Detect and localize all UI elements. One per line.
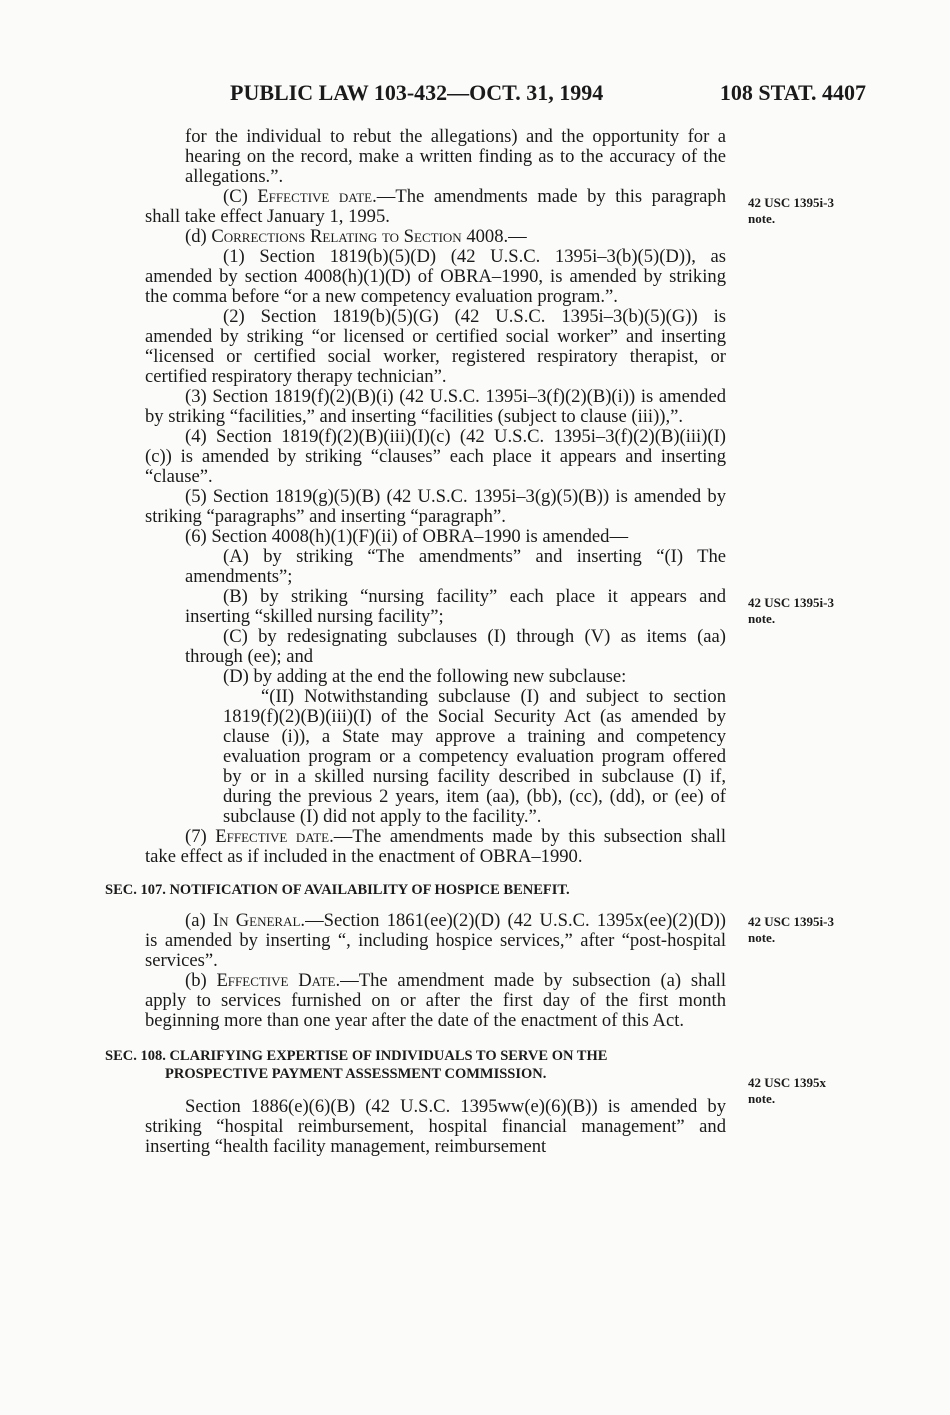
subsection-d-heading: (d) Corrections Relating to Section 4008.— <box>185 226 527 247</box>
paragraph-d3: (3) Section 1819(f)(2)(B)(i) (42 U.S.C. 1395i–3(f)(2)(B)(i)) is amended by striking “facilities,” and inserting “facilities (subject to clause (iii)),”. <box>145 386 726 427</box>
section-107-a: (a) In General.—Section 1861(ee)(2)(D) (42 U.S.C. 1395x(ee)(2)(D)) is amended by inserting “, including hospice services,” after “post-hospital services”. <box>145 910 726 971</box>
section-107-heading: SEC. 107. NOTIFICATION OF AVAILABILITY OF HOSPICE BENEFIT. <box>105 882 570 898</box>
paragraph-d2: (2) Section 1819(b)(5)(G) (42 U.S.C. 1395i–3(b)(5)(G)) is amended by striking “or licensed or certified social worker” and inserting “licensed or certified social worker, registered respiratory therapist, or certified respiratory therapy technician”. <box>145 306 726 387</box>
section-108-heading: SEC. 108. CLARIFYING EXPERTISE OF INDIVIDUALS TO SERVE ON THE PROSPECTIVE PAYMENT ASSESSMENT COMMISSION. <box>105 1048 608 1082</box>
paragraph-continuation: for the individual to rebut the allegations) and the opportunity for a hearing on the record, make a written finding as to the accuracy of the allegations.”. <box>185 126 726 187</box>
clause-b: (B) by striking “nursing facility” each place it appears and inserting “skilled nursing facility”; <box>185 586 726 627</box>
paragraph-d6: (6) Section 4008(h)(1)(F)(ii) of OBRA–1990 is amended— <box>185 526 629 547</box>
clause-d: (D) by adding at the end the following new subclause: <box>223 666 627 687</box>
new-subclause-ii: “(II) Notwithstanding subclause (I) and subject to section 1819(f)(2)(B)(iii)(I) of the Social Security Act (as amended by clause (i)), a State may approve a training and competency evaluation program or a competency evaluation program offered by or in a skilled nursing facility described in subclause (I) if, during the previous 2 years, item (aa), (bb), (cc), (dd), or (ee) of subclause (I) did not apply to the facility.”. <box>223 686 726 827</box>
paragraph-effective-date-c: (C) Effective date.—The amendments made by this paragraph shall take effect January 1, 1995. <box>145 186 726 227</box>
statute-body <box>105 126 726 1157</box>
paragraph-d1: (1) Section 1819(b)(5)(D) (42 U.S.C. 1395i–3(b)(5)(D)), as amended by section 4008(h)(1)(D) of OBRA–1990, is amended by striking the comma before “or a new competency evaluation program.”. <box>145 246 726 307</box>
margin-note-4: 42 USC 1395x note. <box>748 1075 827 1106</box>
margin-note-1: 42 USC 1395i-3 note. <box>748 195 834 226</box>
margin-note-3: 42 USC 1395i-3 note. <box>748 914 834 945</box>
header-law-citation: PUBLIC LAW 103-432—OCT. 31, 1994 <box>230 80 604 105</box>
margin-note-2: 42 USC 1395i-3 note. <box>748 595 834 626</box>
header-stat-page: 108 STAT. 4407 <box>719 80 866 105</box>
clause-c: (C) by redesignating subclauses (I) through (V) as items (aa) through (ee); and <box>185 626 726 667</box>
running-header <box>230 80 866 112</box>
section-108-text: Section 1886(e)(6)(B) (42 U.S.C. 1395ww(e)(6)(B)) is amended by striking “hospital reimbursement, hospital financial management” and inserting “health facility management, reimbursement <box>145 1096 726 1157</box>
clause-a: (A) by striking “The amendments” and inserting “(I) The amendments”; <box>185 546 726 587</box>
paragraph-d5: (5) Section 1819(g)(5)(B) (42 U.S.C. 1395i–3(g)(5)(B)) is amended by striking “paragraphs” and inserting “paragraph”. <box>145 486 726 527</box>
section-107-b: (b) Effective Date.—The amendment made by subsection (a) shall apply to services furnished on or after the first day of the first month beginning more than one year after the date of the enactment of this Act. <box>145 970 726 1031</box>
paragraph-d4: (4) Section 1819(f)(2)(B)(iii)(I)(c) (42 U.S.C. 1395i–3(f)(2)(B)(iii)(I)(c)) is amended by striking “clauses” each place it appears and inserting “clause”. <box>145 426 726 487</box>
paragraph-d7-effective-date: (7) Effective date.—The amendments made by this subsection shall take effect as if included in the enactment of OBRA–1990. <box>145 826 726 867</box>
